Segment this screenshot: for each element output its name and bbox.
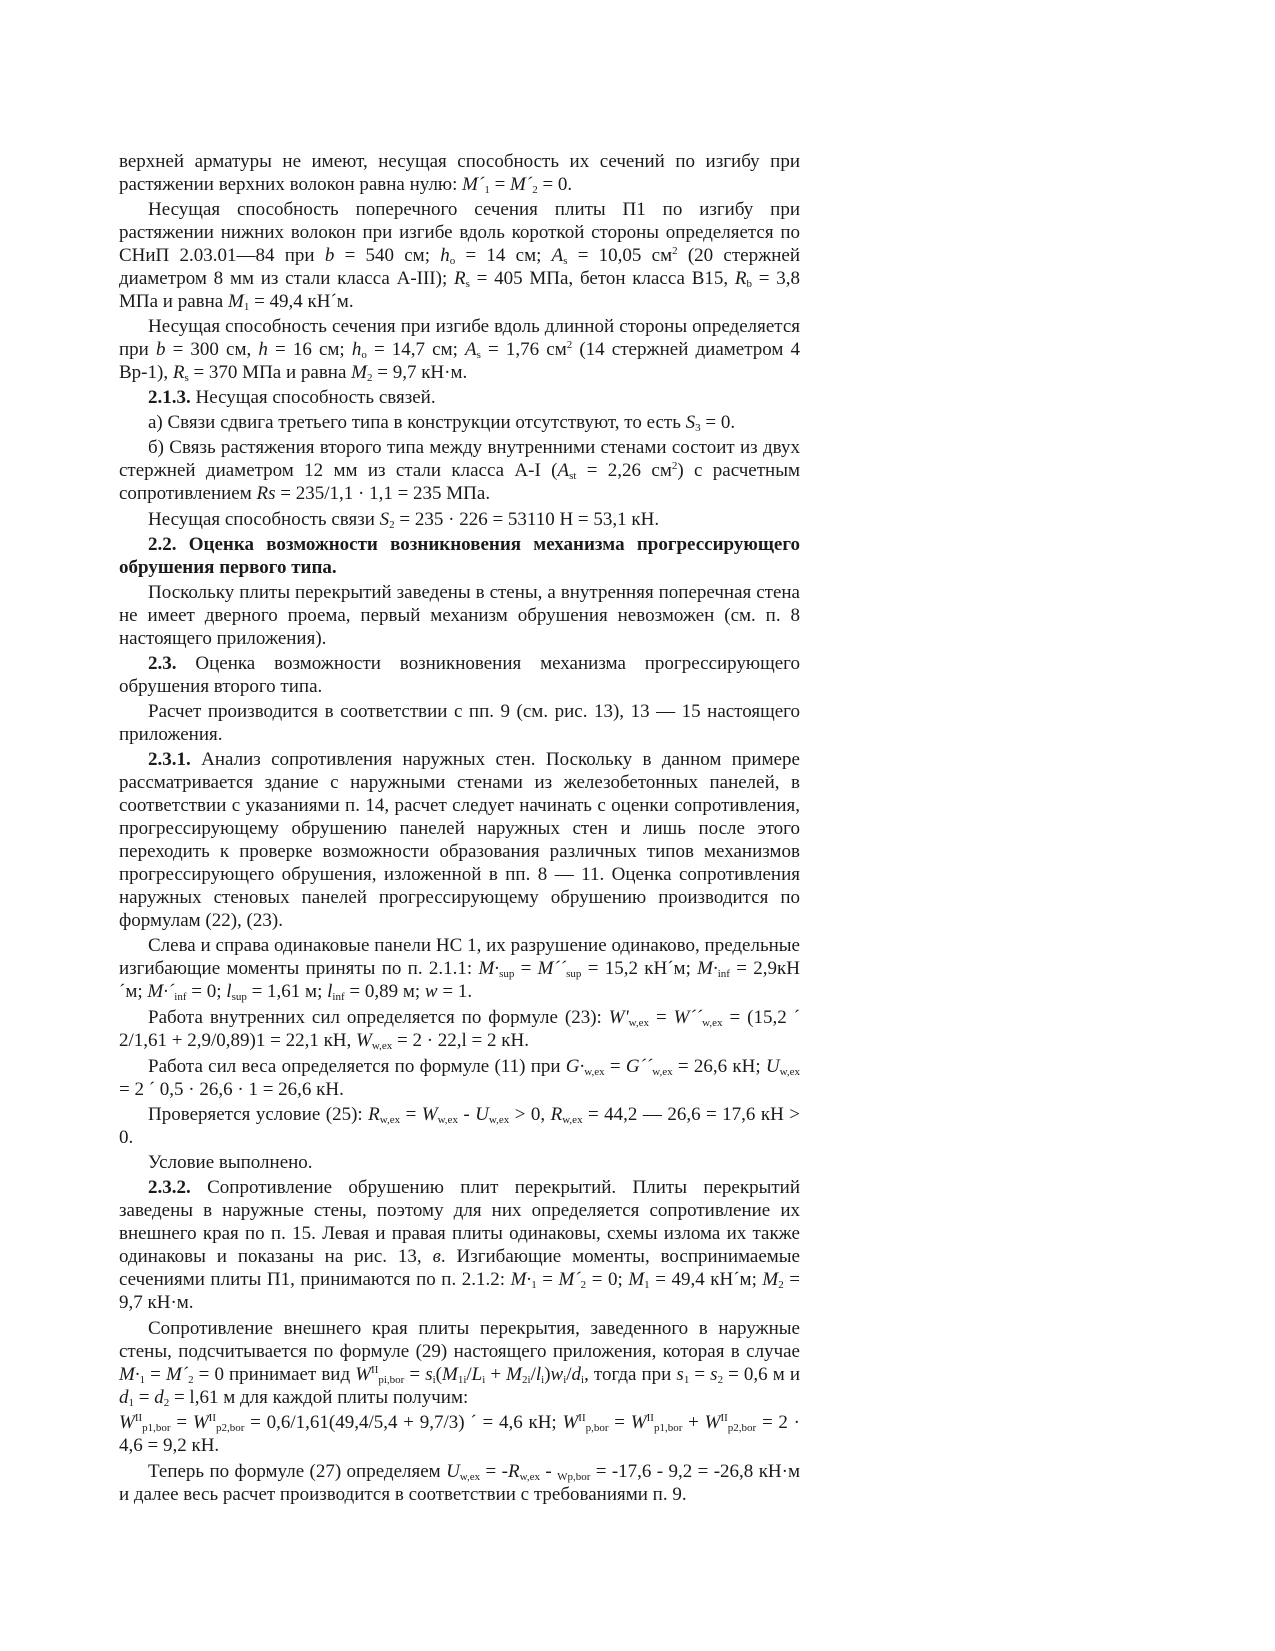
text-segment: /: [530, 1364, 536, 1385]
text-segment: = 14,7 см;: [366, 339, 466, 360]
text-segment: (14 стержней диаметром 4 Вр-1),: [119, 339, 801, 383]
text-segment: M: [506, 1364, 522, 1385]
text-segment: = 0,6/1,61(49,4/5,4 + 9,7/3) ´ = 4,6 кН;: [244, 1412, 563, 1433]
text-segment: s: [710, 1364, 718, 1385]
text-segment: M´: [462, 174, 485, 195]
text-segment: 2.3.: [148, 653, 177, 674]
text-segment: (: [435, 1364, 442, 1385]
text-segment: =: [145, 1364, 166, 1385]
text-segment: inf: [332, 991, 345, 1003]
text-segment: s: [563, 255, 568, 267]
text-segment: l: [535, 1364, 542, 1385]
text-segment: i: [563, 1374, 567, 1386]
text-segment: = 300 см,: [165, 339, 259, 360]
text-segment: d: [571, 1364, 582, 1385]
text-segment: = 540 см;: [334, 245, 441, 266]
text-segment: =: [489, 174, 511, 195]
text-segment: M·: [478, 958, 500, 979]
paragraph-p08: [119, 533, 800, 579]
text-segment: U: [765, 1056, 780, 1077]
paragraph-p14: [119, 1006, 800, 1052]
text-segment: Wp,bor: [557, 1471, 591, 1483]
text-segment: = 1,76 см: [480, 339, 567, 360]
text-segment: = 0;: [186, 981, 227, 1002]
text-segment: Сопротивление обрушению плит перекрытий. Плиты перекрытий заведены в наружные стены, поэтому для них определяется сопротивление их внешнего края по п. 15. Левая и правая плиты одинаковы, схемы излома их также одинаковы и показаны на рис. 13,: [119, 1177, 800, 1267]
text-segment: Проверяется условие (25):: [148, 1104, 369, 1125]
text-segment: W: [355, 1364, 372, 1385]
text-segment: Анализ сопротивления наружных стен. Поскольку в данном примере рассматривается здание с наружными стенами из железобетонных панелей, в соответствии с указаниями п. 14, расчет следует начинать с оценки сопротивления, прогрессирующему обрушению панелей наружных стен и лишь после этого переходить к проверке возможности образования различных типов механизмов прогрессирующего обрушения, изложенной в пп. 8 — 11. Оценка сопротивления наружных стеновых панелей прогрессирующему обрушению производится по формулам (22), (23).: [119, 749, 800, 931]
text-segment: 2: [717, 1374, 724, 1386]
text-segment: w: [550, 1364, 564, 1385]
text-segment: o: [361, 349, 367, 361]
text-segment: R: [454, 268, 466, 289]
text-segment: h: [258, 339, 268, 360]
text-segment: M´: [510, 174, 533, 195]
text-segment: w,ex: [437, 1114, 458, 1126]
text-segment: W: [421, 1104, 438, 1125]
paragraph-p19: [119, 1317, 800, 1409]
text-segment: W´´: [673, 1007, 703, 1028]
text-segment: = -: [480, 1461, 508, 1482]
text-segment: W: [704, 1412, 721, 1433]
text-segment: s: [425, 1364, 433, 1385]
text-segment: Теперь по формуле (27) определяем: [148, 1461, 447, 1482]
text-segment: i: [541, 1374, 545, 1386]
text-segment: 2.1.3.: [148, 387, 191, 408]
paragraph-p01: [119, 150, 800, 196]
text-segment: 2: [163, 1397, 170, 1409]
document-page: [119, 150, 800, 1508]
text-segment: Несущая способность связи: [148, 509, 380, 530]
text-segment: Расчет производится в соответствии с пп. 9 (см. рис. 13), 13 — 15 настоящего приложения.: [119, 701, 800, 745]
text-segment: p1,bor: [142, 1422, 171, 1434]
text-segment: Работа внутренних сил определяется по формуле (23):: [148, 1007, 609, 1028]
text-segment: = 235 · 226 = 53110 Н = 53,1 кН.: [394, 509, 660, 530]
text-segment: 1: [484, 184, 490, 196]
text-segment: = 2 ´ 0,5 · 26,6 · 1 = 26,6 кН.: [119, 1079, 344, 1100]
text-segment: 2.3.1.: [148, 749, 191, 770]
text-segment: W': [608, 1007, 629, 1028]
text-segment: Сопротивление внешнего края плиты перекрытия, заведенного в наружные стены, подсчитывается по формуле (29) настоящего приложения, которая в случае: [119, 1318, 800, 1362]
text-segment: Несущая способность сечения при изгибе вдоль длинной стороны определяется при: [119, 316, 800, 360]
paragraph-p11: [119, 700, 800, 746]
text-segment: = 10,05 см: [567, 245, 673, 266]
text-segment: st: [569, 470, 577, 482]
text-segment: i: [482, 1374, 486, 1386]
text-segment: = 405 МПа, бетон класса В15,: [469, 268, 735, 289]
text-segment: h: [351, 339, 362, 360]
text-segment: =: [170, 1412, 193, 1433]
text-segment: 2: [389, 519, 395, 531]
text-segment: = 9,7 кН·м.: [372, 362, 468, 383]
text-segment: S: [379, 509, 390, 530]
text-segment: U: [446, 1461, 460, 1482]
paragraph-p21: [119, 1460, 800, 1506]
paragraph-p07: [119, 508, 800, 531]
text-segment: M·´: [147, 981, 175, 1002]
paragraph-p03: [119, 315, 800, 384]
text-segment: sup: [231, 991, 247, 1003]
text-segment: M: [227, 291, 244, 312]
text-segment: b: [746, 278, 753, 290]
text-segment: II: [134, 1412, 143, 1424]
text-segment: а) Связи сдвига третьего типа в конструкции отсутствуют, то есть: [148, 412, 686, 433]
paragraph-p09: [119, 581, 800, 650]
text-segment: w: [424, 981, 438, 1002]
text-segment: = 1,61 м;: [246, 981, 328, 1002]
text-segment: , тогда при: [584, 1364, 677, 1385]
text-segment: Поскольку плиты перекрытий заведены в стены, а внутренняя поперечная стена не имеет дверного проема, первый механизм обрушения невозможен (см. п. 8 настоящего приложения).: [119, 582, 800, 649]
text-segment: 1: [531, 1279, 537, 1291]
text-segment: +: [485, 1364, 507, 1385]
paragraph-p05: [119, 411, 800, 434]
text-segment: l: [327, 981, 333, 1002]
text-segment: w,ex: [371, 1040, 393, 1052]
text-segment: W: [119, 1412, 135, 1433]
text-segment: 2: [580, 1279, 587, 1291]
text-segment: -: [457, 1104, 476, 1125]
text-segment: i: [581, 1374, 585, 1386]
text-segment: s: [184, 372, 189, 384]
paragraph-p10: [119, 652, 800, 698]
text-segment: (20 стержней диаметром 8 мм из стали класса А-III);: [119, 245, 800, 289]
text-segment: w,ex: [459, 1471, 481, 1483]
text-segment: Слева и справа одинаковые панели НС 1, их разрушение одинаково, предельные изгибающие моменты приняты по п. 2.1.1:: [119, 935, 800, 979]
text-segment: M·: [119, 1364, 140, 1385]
text-segment: 2.3.2.: [148, 1177, 191, 1198]
text-segment: M: [351, 362, 367, 383]
text-segment: = 0,89 м;: [344, 981, 425, 1002]
text-segment: 1: [128, 1397, 134, 1409]
text-segment: s: [476, 349, 481, 361]
text-segment: II: [578, 1412, 586, 1424]
text-segment: в: [432, 1246, 441, 1267]
text-segment: 2: [366, 372, 373, 384]
text-segment: 2: [188, 1374, 194, 1386]
text-segment: = 15,2 кН´м;: [581, 958, 698, 979]
text-segment: = 2 · 4,6 = 9,2 кН.: [119, 1412, 801, 1456]
text-segment: d: [119, 1387, 129, 1408]
paragraph-p17: [119, 1151, 800, 1174]
text-segment: +: [682, 1412, 705, 1433]
text-segment: 2: [671, 460, 678, 472]
text-segment: 1i: [457, 1374, 467, 1386]
text-segment: p1,bor: [653, 1422, 683, 1434]
text-segment: A: [557, 460, 570, 481]
text-segment: 2.2. Оценка возможности возникновения механизма прогрессирующего обрушения первого типа.: [119, 534, 800, 578]
text-segment: = 0.: [700, 412, 736, 433]
text-segment: M´: [558, 1269, 581, 1290]
text-segment: = 26,6 кН;: [672, 1056, 766, 1077]
text-segment: i: [432, 1374, 436, 1386]
text-segment: II: [720, 1412, 728, 1424]
text-segment: w,ex: [702, 1017, 723, 1029]
text-segment: A: [465, 339, 477, 360]
text-segment: Работа сил веса определяется по формуле (11) при: [148, 1056, 566, 1077]
text-segment: G·: [565, 1056, 585, 1077]
text-segment: = 0;: [586, 1269, 629, 1290]
text-segment: Условие выполнено.: [148, 1152, 313, 1173]
paragraph-p18: [119, 1176, 800, 1314]
paragraph-p02: [119, 198, 800, 313]
text-segment: = 3,8 МПа и равна: [119, 268, 801, 312]
text-segment: G´´: [625, 1056, 653, 1077]
text-segment: w,ex: [562, 1114, 583, 1126]
text-segment: pi,bor: [378, 1374, 405, 1386]
text-segment: = 0 принимает вид: [193, 1364, 356, 1385]
text-segment: l: [226, 981, 232, 1002]
paragraph-p15: [119, 1055, 800, 1101]
text-segment: 1: [683, 1374, 690, 1386]
text-segment: =: [604, 1056, 626, 1077]
paragraph-p20: [119, 1411, 800, 1457]
text-segment: S: [685, 412, 696, 433]
text-segment: 2: [672, 245, 678, 257]
text-segment: Оценка возможности возникновения механизма прогрессирующего обрушения второго типа.: [119, 653, 800, 697]
paragraph-p06: [119, 436, 800, 505]
text-segment: = 0,6 м и: [723, 1364, 801, 1385]
text-segment: W: [356, 1030, 372, 1051]
text-segment: w,ex: [779, 1066, 800, 1078]
text-segment: ) с расчетным сопротивлением: [119, 460, 801, 504]
text-segment: верхней арматуры не имеют, несущая способность их сечений по изгибу при растяжении верхних волокон равна нулю:: [119, 151, 800, 195]
text-segment: =: [536, 1269, 559, 1290]
paragraph-p12: [119, 748, 800, 932]
text-segment: M: [628, 1269, 645, 1290]
text-segment: Несущая способность поперечного сечения плиты П1 по изгибу при растяжении нижних волокон при изгибе вдоль короткой стороны определяется по СНиП 2.03.01—84 при: [119, 199, 800, 266]
text-segment: p2,bor: [215, 1422, 245, 1434]
text-segment: p,bor: [585, 1422, 609, 1434]
text-segment: inf: [717, 968, 730, 980]
text-segment: = 0.: [537, 174, 573, 195]
text-segment: 2: [566, 339, 573, 351]
text-segment: M´´: [537, 958, 567, 979]
text-segment: = 2 · 22,l = 2 кН.: [392, 1030, 529, 1051]
text-segment: 2: [532, 184, 538, 196]
text-segment: = 1.: [437, 981, 473, 1002]
text-segment: . Изгибающие моменты, воспринимаемые сечениями плиты П1, принимаются по п. 2.1.2:: [119, 1246, 800, 1290]
text-segment: Несущая способность связей.: [190, 387, 436, 408]
text-segment: = (15,2 ´ 2/1,61 + 2,9/0,89)1 = 22,1 кН,: [119, 1007, 801, 1051]
text-segment: =: [134, 1387, 155, 1408]
text-segment: =: [649, 1007, 674, 1028]
text-segment: M: [442, 1364, 458, 1385]
text-segment: sup: [566, 968, 582, 980]
text-segment: A: [551, 245, 564, 266]
paragraph-p04: [119, 386, 800, 409]
text-segment: L: [471, 1364, 483, 1385]
text-segment: M·: [510, 1269, 532, 1290]
text-segment: M·: [697, 958, 718, 979]
text-segment: II: [208, 1412, 216, 1424]
text-segment: R: [734, 268, 747, 289]
text-segment: = 2,9кН´м;: [119, 958, 800, 1002]
text-segment: d: [154, 1387, 164, 1408]
text-segment: w,ex: [519, 1471, 540, 1483]
text-segment: s: [676, 1364, 684, 1385]
text-segment: p2,bor: [727, 1422, 757, 1434]
text-segment: = l,61 м для каждой плиты получим:: [169, 1387, 469, 1408]
text-segment: W: [192, 1412, 209, 1433]
text-segment: = 235/1,1 · 1,1 = 235 МПа.: [275, 483, 491, 504]
text-segment: = 16 см;: [267, 339, 352, 360]
text-segment: =: [400, 1104, 422, 1125]
text-segment: 1: [644, 1279, 650, 1291]
text-segment: /: [466, 1364, 472, 1385]
text-segment: =: [689, 1364, 711, 1385]
paragraph-p16: [119, 1103, 800, 1149]
text-segment: o: [449, 255, 456, 267]
text-segment: = 44,2 — 26,6 = 17,6 кН > 0.: [119, 1104, 800, 1148]
text-segment: W: [562, 1412, 579, 1433]
text-segment: 3: [695, 422, 701, 434]
text-segment: /: [566, 1364, 572, 1385]
text-segment: = 370 МПа и равна: [188, 362, 352, 383]
text-segment: II: [371, 1364, 379, 1376]
text-segment: R: [550, 1104, 563, 1125]
text-segment: w,ex: [652, 1066, 673, 1078]
text-segment: II: [646, 1412, 654, 1424]
text-segment: w,ex: [628, 1017, 650, 1029]
text-segment: s: [465, 278, 470, 290]
text-segment: b: [324, 245, 335, 266]
text-segment: R: [368, 1104, 380, 1125]
text-segment: > 0,: [509, 1104, 551, 1125]
text-segment: б) Связь растяжения второго типа между внутренними стенами состоит из двух стержней диаметром 12 мм из стали класса А-I (: [119, 437, 800, 481]
text-segment: b: [155, 339, 166, 360]
text-segment: = 14 см;: [455, 245, 552, 266]
text-segment: R: [172, 362, 185, 383]
text-segment: = 2,26 см: [576, 460, 672, 481]
text-segment: sup: [499, 968, 515, 980]
text-segment: R: [507, 1461, 520, 1482]
text-segment: 1: [139, 1374, 146, 1386]
text-segment: ): [544, 1364, 551, 1385]
text-segment: = 49,4 кН´м;: [649, 1269, 763, 1290]
text-segment: M´: [165, 1364, 189, 1385]
text-segment: inf: [174, 991, 187, 1003]
text-segment: -: [539, 1461, 558, 1482]
text-segment: = -17,6 - 9,2 = -26,8 кН·м и далее весь расчет производится в соответствии с требованиями п. 9.: [119, 1461, 800, 1505]
text-segment: 2: [778, 1279, 784, 1291]
text-segment: M: [762, 1269, 779, 1290]
text-segment: = 49,4 кН´м.: [249, 291, 354, 312]
text-segment: 2i: [522, 1374, 531, 1386]
text-segment: =: [608, 1412, 631, 1433]
text-segment: Rs: [256, 483, 276, 504]
paragraph-p13: [119, 934, 800, 1003]
text-segment: w,ex: [488, 1114, 510, 1126]
text-segment: w,ex: [584, 1066, 605, 1078]
text-segment: U: [475, 1104, 489, 1125]
text-segment: =: [404, 1364, 426, 1385]
text-segment: w,ex: [379, 1114, 401, 1126]
text-segment: = 9,7 кН·м.: [119, 1269, 801, 1313]
text-segment: =: [514, 958, 538, 979]
text-segment: 1: [243, 301, 250, 313]
text-segment: h: [440, 245, 450, 266]
text-segment: W: [630, 1412, 647, 1433]
